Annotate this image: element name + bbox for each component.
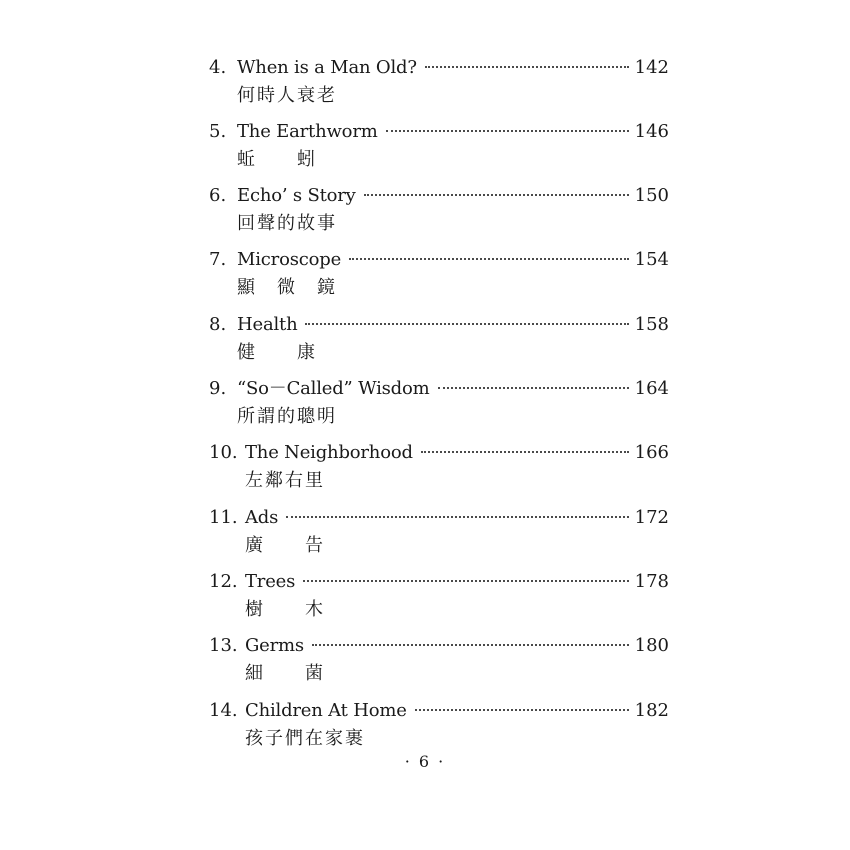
dot-leader (303, 580, 628, 582)
toc-entry[interactable] (209, 182, 669, 238)
entry-number: 8. (209, 314, 227, 335)
page-number: 164 (634, 378, 669, 399)
dot-leader (438, 387, 629, 389)
entry-title: Ads (245, 507, 279, 528)
page-number: 146 (634, 121, 669, 142)
page-number: 166 (634, 442, 669, 463)
toc-entry[interactable] (209, 504, 669, 560)
toc-entry[interactable] (209, 54, 669, 110)
page-number: 172 (634, 507, 669, 528)
toc-entry[interactable] (209, 697, 669, 753)
dot-leader (349, 258, 629, 260)
dot-leader (312, 644, 629, 646)
toc-entry[interactable] (209, 632, 669, 688)
dot-leader (305, 323, 628, 325)
toc-entry[interactable] (209, 568, 669, 624)
page-number: 158 (634, 314, 669, 335)
entry-title: Germs (245, 635, 304, 656)
page-number: 182 (634, 700, 669, 721)
entry-number: 11. (209, 507, 238, 528)
chinese-title: 樹 木 (245, 599, 325, 620)
entry-title: When is a Man Old? (237, 57, 417, 78)
page-footer-number: · 6 · (404, 752, 446, 771)
dot-leader (415, 709, 629, 711)
entry-title: The Neighborhood (245, 442, 413, 463)
page-number: 180 (634, 635, 669, 656)
chinese-title: 健 康 (237, 342, 317, 363)
toc-entry[interactable] (209, 246, 669, 302)
entry-number: 13. (209, 635, 238, 656)
entry-number: 12. (209, 571, 238, 592)
entry-title: The Earthworm (237, 121, 378, 142)
dot-leader (425, 66, 629, 68)
entry-number: 14. (209, 700, 238, 721)
dot-leader (421, 451, 629, 453)
toc-entry[interactable] (209, 439, 669, 495)
chinese-title: 顯 微 鏡 (237, 277, 337, 298)
toc-entry[interactable] (209, 118, 669, 174)
entry-number: 4. (209, 57, 227, 78)
chinese-title: 左鄰右里 (245, 470, 325, 491)
dot-leader (286, 516, 628, 518)
chinese-title: 回聲的故事 (237, 213, 337, 234)
entry-title: Health (237, 314, 298, 335)
entry-number: 5. (209, 121, 227, 142)
toc-entry[interactable] (209, 375, 669, 431)
chinese-title: 何時人衰老 (237, 85, 337, 106)
dot-leader (364, 194, 629, 196)
chinese-title: 蚯 蚓 (237, 149, 317, 170)
entry-title: Microscope (237, 249, 342, 270)
page-number: 150 (634, 185, 669, 206)
chinese-title: 細 菌 (245, 663, 325, 684)
entry-title: Echo’ s Story (237, 185, 356, 206)
entry-title: “So－Called” Wisdom (237, 378, 430, 399)
entry-number: 9. (209, 378, 227, 399)
entry-number: 6. (209, 185, 227, 206)
page-number: 154 (634, 249, 669, 270)
entry-number: 10. (209, 442, 238, 463)
entry-title: Trees (245, 571, 296, 592)
toc-entry[interactable] (209, 311, 669, 367)
page-number: 178 (634, 571, 669, 592)
chinese-title: 孩子們在家裹 (245, 728, 365, 749)
page-number: 142 (634, 57, 669, 78)
chinese-title: 廣 告 (245, 535, 325, 556)
dot-leader (386, 130, 629, 132)
entry-title: Children At Home (245, 700, 407, 721)
chinese-title: 所謂的聰明 (237, 406, 337, 427)
entry-number: 7. (209, 249, 227, 270)
